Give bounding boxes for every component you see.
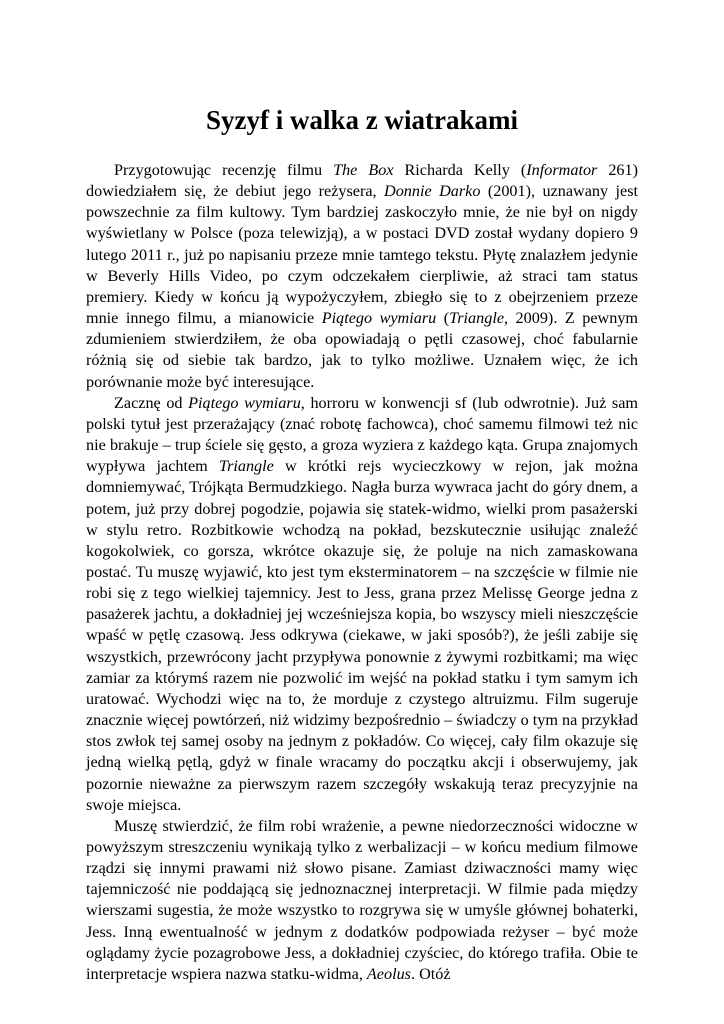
italic-title-text: Aeolus xyxy=(366,964,411,983)
paragraph-1 xyxy=(86,160,638,393)
paragraph-text: (2001), uznawany jest powszechnie za film kultowy. Tym bardziej zaskoczyło mnie, że nie był on nigdy wyświetlany w Polsce (poza telewizją), a w postaci DVD został wydany dopiero 9 lutego 2011 r., już po napisaniu przeze mnie tamtego tekstu. Płytę znalazłem jedynie w Beverly Hills Video, po czym odczekałem cierpliwie, aż straci tam status premiery. Kiedy w końcu ją wypożyczyłem, zbiegło się to z obejrzeniem przeze mnie innego filmu, a mianowicie xyxy=(86,182,638,328)
paragraph-2 xyxy=(86,393,638,816)
paragraph-text: w krótki rejs wycieczkowy w rejon, jak można domniemywać, Trójkąta Bermudzkiego. Nagła burza wywraca jacht do góry dnem, a potem, już przy dobrej pogodzie, pojawia się statek-widmo, wielki prom pasażerski w stylu retro. Rozbitkowie wchodzą na pokład, bezskutecznie usiłując znaleźć kogokolwiek, co gorsza, wkrótce okazuje się, że poluje na nich zamaskowana postać. Tu muszę wyjawić, kto jest tym eksterminatorem – na szczęście w filmie nie robi się z tego wielkiej tajemnicy. Jest to Jess, grana przez Melissę George jedna z pasażerek jachtu, a dokładniej jej wcześniejsza kopia, bo wszyscy mieli nieszczęście wpaść w pętlę czasową. Jess odkrywa (ciekawe, w jaki sposób?), że jeśli zabije się wszystkich, przewrócony jacht przypływa ponownie z żywymi rozbitkami; ma więc zamiar za którymś razem nie pozwolić im wejść na pokład statku i tym samym ich uratować. Wychodzi więc na to, że morduje z czystego altruizmu. Film sugeruje znacznie więcej powtórzeń, niż widzimy bezpośrednio – świadczy o tym na przykład stos zwłok tej samej osoby na jednym z pokładów. Co więcej, cały film okazuje się jedną wielką pętlą, gdyż w finale wracamy do początku akcji i obserwujemy, jak pozornie nieważne za pierwszym razem szczegóły wskakują teraz precyzyjnie na swoje miejsca. xyxy=(86,457,638,814)
paragraph-text: ( xyxy=(436,309,450,328)
paragraph-text: . Otóż xyxy=(410,964,451,983)
italic-title-text: Donnie Darko xyxy=(384,182,481,201)
document-page xyxy=(86,0,638,985)
paragraph-text: Richarda Kelly ( xyxy=(393,161,527,179)
italic-title-text: The Box xyxy=(333,161,394,179)
italic-title-text: Piątego wymiaru xyxy=(321,309,437,328)
paragraph-text: , 2009). Z pewnym zdumieniem stwierdziłem, że oba opowiadają o pętli czasowej, choć fabularnie różnią się od siebie tak bardzo, jak to tylko możliwe. Uznałem więc, że ich porównanie może być interesujące. xyxy=(86,309,639,391)
paragraph-text: Przygotowując recenzję filmu xyxy=(114,161,334,179)
italic-title-text: Piątego wymiaru xyxy=(188,393,301,412)
paragraph-text: 261) dowiedziałem się, że debiut jego reżysera, xyxy=(86,161,639,201)
document-title: Syzyf i walka z wiatrakami xyxy=(206,105,518,135)
paragraph-text: Zacznę od xyxy=(114,393,189,412)
document-body xyxy=(86,160,638,985)
paragraph-text: Muszę stwierdzić, że film robi wrażenie, a pewne niedorzeczności widoczne w powyższym streszczeniu wynikają tylko z werbalizacji – w końcu medium filmowe rządzi się innymi prawami niż słowo pisane. Zamiast dziwaczności mamy więc tajemniczość nie poddającą się jednoznacznej interpretacji. W filmie pada między wierszami sugestia, że może wszystko to rozgrywa się w umyśle głównej bohaterki, Jess. Inną ewentualność w jednym z dodatków podpowiada reżyser – być może oglądamy życie pozagrobowe Jess, a dokładniej czyściec, do którego trafiła. Obie te interpretacje wspiera nazwa statku-widma, xyxy=(86,816,638,983)
italic-title-text: Triangle xyxy=(449,309,505,328)
paragraph-3 xyxy=(86,816,638,985)
italic-title-text: Triangle xyxy=(218,457,274,476)
italic-title-text: Informator xyxy=(526,161,598,179)
paragraph-text: , horroru w konwencji sf (lub odwrotnie). Już sam polski tytuł jest przerażający (znać robotę fachowca), choć samemu filmowi też nic nie brakuje – trup ściele się gęsto, a groza wyziera z każdego kąta. Grupa znajomych wypływa jachtem xyxy=(86,393,638,476)
